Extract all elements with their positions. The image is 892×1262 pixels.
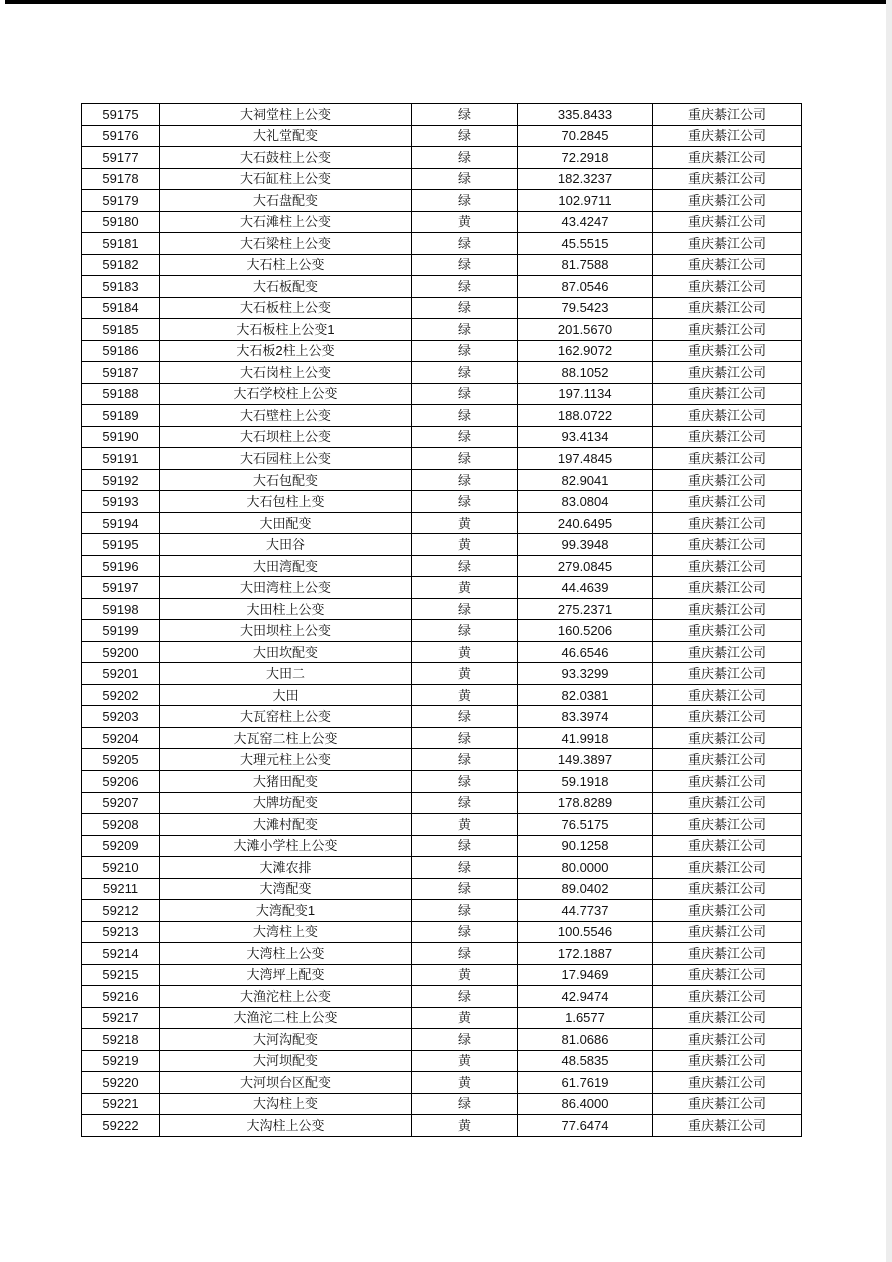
- table-row: [82, 190, 802, 212]
- value-cell: 44.7737: [518, 900, 653, 922]
- id-cell: 59183: [82, 276, 160, 298]
- table-row: [82, 426, 802, 448]
- company-cell: 重庆綦江公司: [653, 555, 802, 577]
- status-cell: 绿: [412, 319, 518, 341]
- company-cell: 重庆綦江公司: [653, 900, 802, 922]
- value-cell: 59.1918: [518, 770, 653, 792]
- id-cell: 59185: [82, 319, 160, 341]
- value-cell: 1.6577: [518, 1007, 653, 1029]
- company-cell: 重庆綦江公司: [653, 814, 802, 836]
- value-cell: 45.5515: [518, 233, 653, 255]
- table-row: [82, 900, 802, 922]
- table-row: [82, 577, 802, 599]
- id-cell: 59219: [82, 1050, 160, 1072]
- value-cell: 93.3299: [518, 663, 653, 685]
- value-cell: 279.0845: [518, 555, 653, 577]
- status-cell: 绿: [412, 168, 518, 190]
- table-row: [82, 727, 802, 749]
- company-cell: 重庆綦江公司: [653, 663, 802, 685]
- value-cell: 61.7619: [518, 1072, 653, 1094]
- status-cell: 绿: [412, 254, 518, 276]
- id-cell: 59196: [82, 555, 160, 577]
- company-cell: 重庆綦江公司: [653, 426, 802, 448]
- name-cell: 大礼堂配变: [160, 125, 412, 147]
- value-cell: 188.0722: [518, 405, 653, 427]
- value-cell: 72.2918: [518, 147, 653, 169]
- table-row: [82, 641, 802, 663]
- status-cell: 绿: [412, 598, 518, 620]
- table-row: [82, 792, 802, 814]
- value-cell: 102.9711: [518, 190, 653, 212]
- value-cell: 80.0000: [518, 857, 653, 879]
- company-cell: 重庆綦江公司: [653, 770, 802, 792]
- status-cell: 绿: [412, 770, 518, 792]
- name-cell: 大湾柱上公变: [160, 943, 412, 965]
- name-cell: 大瓦窑柱上公变: [160, 706, 412, 728]
- table-row: [82, 964, 802, 986]
- id-cell: 59176: [82, 125, 160, 147]
- status-cell: 绿: [412, 878, 518, 900]
- name-cell: 大石滩柱上公变: [160, 211, 412, 233]
- company-cell: 重庆綦江公司: [653, 641, 802, 663]
- id-cell: 59217: [82, 1007, 160, 1029]
- id-cell: 59206: [82, 770, 160, 792]
- company-cell: 重庆綦江公司: [653, 125, 802, 147]
- status-cell: 绿: [412, 921, 518, 943]
- company-cell: 重庆綦江公司: [653, 254, 802, 276]
- table-row: [82, 512, 802, 534]
- status-cell: 绿: [412, 491, 518, 513]
- name-cell: 大石学校柱上公变: [160, 383, 412, 405]
- table-row: [82, 491, 802, 513]
- id-cell: 59189: [82, 405, 160, 427]
- table-row: [82, 104, 802, 126]
- company-cell: 重庆綦江公司: [653, 706, 802, 728]
- company-cell: 重庆綦江公司: [653, 319, 802, 341]
- company-cell: 重庆綦江公司: [653, 405, 802, 427]
- value-cell: 93.4134: [518, 426, 653, 448]
- company-cell: 重庆綦江公司: [653, 233, 802, 255]
- table-row: [82, 835, 802, 857]
- table-row: [82, 684, 802, 706]
- table-row: [82, 448, 802, 470]
- company-cell: 重庆綦江公司: [653, 340, 802, 362]
- table-row: [82, 921, 802, 943]
- table-row: [82, 1029, 802, 1051]
- status-cell: 黄: [412, 534, 518, 556]
- value-cell: 88.1052: [518, 362, 653, 384]
- name-cell: 大理元柱上公变: [160, 749, 412, 771]
- value-cell: 162.9072: [518, 340, 653, 362]
- table-row: [82, 1072, 802, 1094]
- value-cell: 17.9469: [518, 964, 653, 986]
- name-cell: 大滩小学柱上公变: [160, 835, 412, 857]
- status-cell: 绿: [412, 469, 518, 491]
- status-cell: 绿: [412, 147, 518, 169]
- status-cell: 绿: [412, 900, 518, 922]
- name-cell: 大石包配变: [160, 469, 412, 491]
- company-cell: 重庆綦江公司: [653, 1093, 802, 1115]
- value-cell: 43.4247: [518, 211, 653, 233]
- table-row: [82, 1050, 802, 1072]
- name-cell: 大石板2柱上公变: [160, 340, 412, 362]
- name-cell: 大湾柱上变: [160, 921, 412, 943]
- company-cell: 重庆綦江公司: [653, 491, 802, 513]
- id-cell: 59195: [82, 534, 160, 556]
- name-cell: 大田湾柱上公变: [160, 577, 412, 599]
- value-cell: 197.1134: [518, 383, 653, 405]
- id-cell: 59198: [82, 598, 160, 620]
- status-cell: 黄: [412, 1007, 518, 1029]
- value-cell: 149.3897: [518, 749, 653, 771]
- table-row: [82, 1115, 802, 1137]
- company-cell: 重庆綦江公司: [653, 104, 802, 126]
- status-cell: 绿: [412, 792, 518, 814]
- table-row: [82, 878, 802, 900]
- value-cell: 82.0381: [518, 684, 653, 706]
- table-row: [82, 1093, 802, 1115]
- table-body: [82, 104, 802, 1137]
- status-cell: 绿: [412, 986, 518, 1008]
- company-cell: 重庆綦江公司: [653, 684, 802, 706]
- status-cell: 绿: [412, 555, 518, 577]
- status-cell: 绿: [412, 727, 518, 749]
- company-cell: 重庆綦江公司: [653, 383, 802, 405]
- value-cell: 99.3948: [518, 534, 653, 556]
- company-cell: 重庆綦江公司: [653, 448, 802, 470]
- id-cell: 59186: [82, 340, 160, 362]
- id-cell: 59203: [82, 706, 160, 728]
- table-row: [82, 663, 802, 685]
- name-cell: 大石板柱上公变: [160, 297, 412, 319]
- id-cell: 59190: [82, 426, 160, 448]
- name-cell: 大石缸柱上公变: [160, 168, 412, 190]
- status-cell: 绿: [412, 405, 518, 427]
- value-cell: 89.0402: [518, 878, 653, 900]
- name-cell: 大滩农排: [160, 857, 412, 879]
- id-cell: 59200: [82, 641, 160, 663]
- company-cell: 重庆綦江公司: [653, 1072, 802, 1094]
- name-cell: 大田: [160, 684, 412, 706]
- status-cell: 绿: [412, 1093, 518, 1115]
- table-row: [82, 297, 802, 319]
- name-cell: 大石坝柱上公变: [160, 426, 412, 448]
- value-cell: 48.5835: [518, 1050, 653, 1072]
- id-cell: 59211: [82, 878, 160, 900]
- id-cell: 59182: [82, 254, 160, 276]
- id-cell: 59207: [82, 792, 160, 814]
- name-cell: 大石鼓柱上公变: [160, 147, 412, 169]
- table-row: [82, 706, 802, 728]
- table-row: [82, 534, 802, 556]
- table-row: [82, 469, 802, 491]
- transformer-table: [81, 103, 802, 1137]
- value-cell: 81.7588: [518, 254, 653, 276]
- id-cell: 59180: [82, 211, 160, 233]
- id-cell: 59220: [82, 1072, 160, 1094]
- table-row: [82, 233, 802, 255]
- status-cell: 绿: [412, 1029, 518, 1051]
- status-cell: 绿: [412, 190, 518, 212]
- value-cell: 160.5206: [518, 620, 653, 642]
- id-cell: 59184: [82, 297, 160, 319]
- id-cell: 59194: [82, 512, 160, 534]
- value-cell: 77.6474: [518, 1115, 653, 1137]
- id-cell: 59216: [82, 986, 160, 1008]
- status-cell: 黄: [412, 663, 518, 685]
- value-cell: 172.1887: [518, 943, 653, 965]
- status-cell: 黄: [412, 1072, 518, 1094]
- table-row: [82, 168, 802, 190]
- value-cell: 86.4000: [518, 1093, 653, 1115]
- status-cell: 黄: [412, 512, 518, 534]
- value-cell: 83.0804: [518, 491, 653, 513]
- id-cell: 59197: [82, 577, 160, 599]
- value-cell: 182.3237: [518, 168, 653, 190]
- value-cell: 335.8433: [518, 104, 653, 126]
- status-cell: 绿: [412, 943, 518, 965]
- company-cell: 重庆綦江公司: [653, 534, 802, 556]
- id-cell: 59193: [82, 491, 160, 513]
- name-cell: 大石壁柱上公变: [160, 405, 412, 427]
- value-cell: 83.3974: [518, 706, 653, 728]
- name-cell: 大沟柱上变: [160, 1093, 412, 1115]
- company-cell: 重庆綦江公司: [653, 276, 802, 298]
- company-cell: 重庆綦江公司: [653, 986, 802, 1008]
- value-cell: 82.9041: [518, 469, 653, 491]
- right-edge-strip: [886, 0, 892, 1262]
- name-cell: 大湾配变: [160, 878, 412, 900]
- value-cell: 42.9474: [518, 986, 653, 1008]
- status-cell: 黄: [412, 814, 518, 836]
- id-cell: 59214: [82, 943, 160, 965]
- status-cell: 绿: [412, 125, 518, 147]
- company-cell: 重庆綦江公司: [653, 211, 802, 233]
- table-row: [82, 620, 802, 642]
- top-edge-bar: [5, 0, 886, 4]
- id-cell: 59181: [82, 233, 160, 255]
- name-cell: 大田坝柱上公变: [160, 620, 412, 642]
- id-cell: 59205: [82, 749, 160, 771]
- company-cell: 重庆綦江公司: [653, 147, 802, 169]
- status-cell: 绿: [412, 233, 518, 255]
- name-cell: 大牌坊配变: [160, 792, 412, 814]
- status-cell: 黄: [412, 211, 518, 233]
- value-cell: 87.0546: [518, 276, 653, 298]
- company-cell: 重庆綦江公司: [653, 190, 802, 212]
- company-cell: 重庆綦江公司: [653, 749, 802, 771]
- name-cell: 大河坝台区配变: [160, 1072, 412, 1094]
- name-cell: 大田配变: [160, 512, 412, 534]
- status-cell: 绿: [412, 340, 518, 362]
- id-cell: 59188: [82, 383, 160, 405]
- id-cell: 59204: [82, 727, 160, 749]
- company-cell: 重庆綦江公司: [653, 835, 802, 857]
- id-cell: 59212: [82, 900, 160, 922]
- value-cell: 197.4845: [518, 448, 653, 470]
- company-cell: 重庆綦江公司: [653, 727, 802, 749]
- company-cell: 重庆綦江公司: [653, 943, 802, 965]
- status-cell: 绿: [412, 835, 518, 857]
- name-cell: 大河坝配变: [160, 1050, 412, 1072]
- status-cell: 绿: [412, 749, 518, 771]
- id-cell: 59202: [82, 684, 160, 706]
- id-cell: 59218: [82, 1029, 160, 1051]
- table-row: [82, 555, 802, 577]
- company-cell: 重庆綦江公司: [653, 168, 802, 190]
- company-cell: 重庆綦江公司: [653, 1050, 802, 1072]
- table-row: [82, 986, 802, 1008]
- table-row: [82, 147, 802, 169]
- name-cell: 大滩村配变: [160, 814, 412, 836]
- name-cell: 大渔沱柱上公变: [160, 986, 412, 1008]
- status-cell: 绿: [412, 297, 518, 319]
- id-cell: 59175: [82, 104, 160, 126]
- id-cell: 59199: [82, 620, 160, 642]
- value-cell: 275.2371: [518, 598, 653, 620]
- value-cell: 70.2845: [518, 125, 653, 147]
- id-cell: 59208: [82, 814, 160, 836]
- status-cell: 黄: [412, 641, 518, 663]
- name-cell: 大石梁柱上公变: [160, 233, 412, 255]
- status-cell: 绿: [412, 620, 518, 642]
- name-cell: 大石盘配变: [160, 190, 412, 212]
- company-cell: 重庆綦江公司: [653, 1029, 802, 1051]
- id-cell: 59178: [82, 168, 160, 190]
- table-row: [82, 319, 802, 341]
- value-cell: 76.5175: [518, 814, 653, 836]
- status-cell: 黄: [412, 1115, 518, 1137]
- name-cell: 大石包柱上变: [160, 491, 412, 513]
- table-row: [82, 814, 802, 836]
- status-cell: 黄: [412, 1050, 518, 1072]
- id-cell: 59191: [82, 448, 160, 470]
- table-row: [82, 1007, 802, 1029]
- company-cell: 重庆綦江公司: [653, 469, 802, 491]
- status-cell: 黄: [412, 684, 518, 706]
- company-cell: 重庆綦江公司: [653, 362, 802, 384]
- name-cell: 大石园柱上公变: [160, 448, 412, 470]
- id-cell: 59215: [82, 964, 160, 986]
- name-cell: 大田坎配变: [160, 641, 412, 663]
- table-row: [82, 362, 802, 384]
- name-cell: 大湾配变1: [160, 900, 412, 922]
- table-row: [82, 943, 802, 965]
- company-cell: 重庆綦江公司: [653, 857, 802, 879]
- company-cell: 重庆綦江公司: [653, 577, 802, 599]
- status-cell: 绿: [412, 383, 518, 405]
- company-cell: 重庆綦江公司: [653, 1007, 802, 1029]
- value-cell: 201.5670: [518, 319, 653, 341]
- company-cell: 重庆綦江公司: [653, 964, 802, 986]
- name-cell: 大田湾配变: [160, 555, 412, 577]
- status-cell: 绿: [412, 857, 518, 879]
- table-row: [82, 211, 802, 233]
- table-row: [82, 770, 802, 792]
- name-cell: 大石柱上公变: [160, 254, 412, 276]
- company-cell: 重庆綦江公司: [653, 792, 802, 814]
- id-cell: 59187: [82, 362, 160, 384]
- name-cell: 大猪田配变: [160, 770, 412, 792]
- value-cell: 100.5546: [518, 921, 653, 943]
- company-cell: 重庆綦江公司: [653, 598, 802, 620]
- table-row: [82, 749, 802, 771]
- id-cell: 59213: [82, 921, 160, 943]
- id-cell: 59201: [82, 663, 160, 685]
- company-cell: 重庆綦江公司: [653, 620, 802, 642]
- id-cell: 59209: [82, 835, 160, 857]
- company-cell: 重庆綦江公司: [653, 1115, 802, 1137]
- status-cell: 绿: [412, 426, 518, 448]
- table-row: [82, 598, 802, 620]
- status-cell: 绿: [412, 448, 518, 470]
- id-cell: 59221: [82, 1093, 160, 1115]
- table-row: [82, 254, 802, 276]
- value-cell: 90.1258: [518, 835, 653, 857]
- name-cell: 大湾坪上配变: [160, 964, 412, 986]
- id-cell: 59179: [82, 190, 160, 212]
- status-cell: 绿: [412, 276, 518, 298]
- id-cell: 59222: [82, 1115, 160, 1137]
- value-cell: 46.6546: [518, 641, 653, 663]
- value-cell: 240.6495: [518, 512, 653, 534]
- id-cell: 59177: [82, 147, 160, 169]
- status-cell: 绿: [412, 362, 518, 384]
- name-cell: 大石板柱上公变1: [160, 319, 412, 341]
- status-cell: 黄: [412, 964, 518, 986]
- value-cell: 44.4639: [518, 577, 653, 599]
- status-cell: 绿: [412, 104, 518, 126]
- company-cell: 重庆綦江公司: [653, 297, 802, 319]
- table-row: [82, 125, 802, 147]
- name-cell: 大田二: [160, 663, 412, 685]
- company-cell: 重庆綦江公司: [653, 878, 802, 900]
- table-row: [82, 405, 802, 427]
- company-cell: 重庆綦江公司: [653, 512, 802, 534]
- id-cell: 59192: [82, 469, 160, 491]
- table-row: [82, 383, 802, 405]
- status-cell: 绿: [412, 706, 518, 728]
- name-cell: 大祠堂柱上公变: [160, 104, 412, 126]
- name-cell: 大石板配变: [160, 276, 412, 298]
- name-cell: 大瓦窑二柱上公变: [160, 727, 412, 749]
- name-cell: 大沟柱上公变: [160, 1115, 412, 1137]
- table-row: [82, 276, 802, 298]
- table-row: [82, 340, 802, 362]
- name-cell: 大田柱上公变: [160, 598, 412, 620]
- name-cell: 大田谷: [160, 534, 412, 556]
- table-row: [82, 857, 802, 879]
- status-cell: 黄: [412, 577, 518, 599]
- name-cell: 大河沟配变: [160, 1029, 412, 1051]
- name-cell: 大石岗柱上公变: [160, 362, 412, 384]
- value-cell: 178.8289: [518, 792, 653, 814]
- id-cell: 59210: [82, 857, 160, 879]
- name-cell: 大渔沱二柱上公变: [160, 1007, 412, 1029]
- value-cell: 79.5423: [518, 297, 653, 319]
- value-cell: 81.0686: [518, 1029, 653, 1051]
- company-cell: 重庆綦江公司: [653, 921, 802, 943]
- value-cell: 41.9918: [518, 727, 653, 749]
